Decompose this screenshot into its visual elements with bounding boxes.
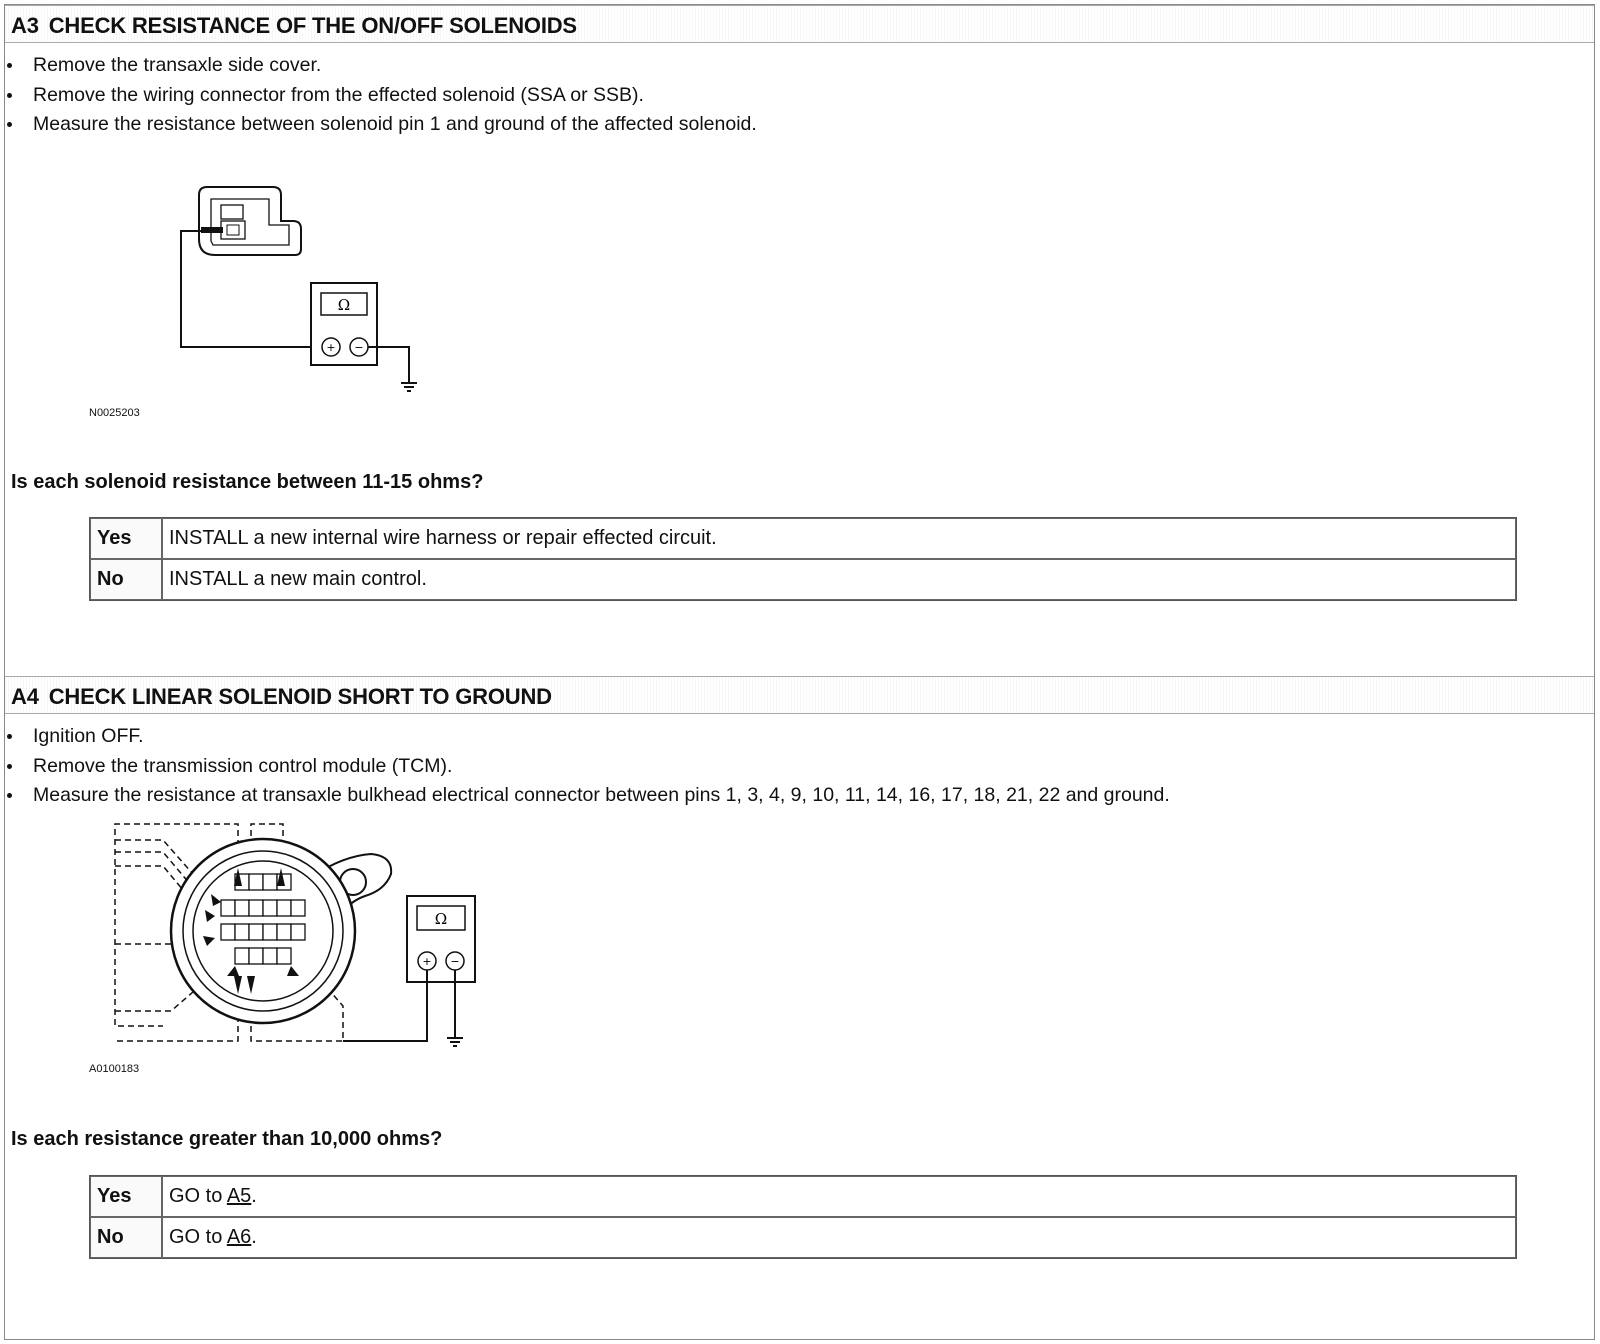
figure-id: N0025203 <box>89 407 140 419</box>
answer-key-yes: Yes <box>90 1176 162 1217</box>
section-a4-header <box>5 676 1594 714</box>
answer-action-yes: INSTALL a new internal wire harness or repair effected circuit. <box>162 518 1516 559</box>
section-a3-question: Is each solenoid resistance between 11-15 ohms? <box>11 471 484 493</box>
bulkhead-connector-figure <box>103 816 493 1056</box>
answer-key-yes: Yes <box>90 518 162 559</box>
section-a4-title-text: CHECK LINEAR SOLENOID SHORT TO GROUND <box>48 684 552 709</box>
answer-prefix: GO to <box>169 1185 227 1207</box>
section-a3-title <box>11 13 577 39</box>
answer-action-yes <box>162 1176 1516 1217</box>
negative-symbol: − <box>354 341 364 354</box>
section-a4-question: Is each resistance greater than 10,000 ohms? <box>11 1128 443 1150</box>
answer-action-no: INSTALL a new main control. <box>162 559 1516 600</box>
test-probe <box>201 227 223 233</box>
connector-inner-outline <box>211 199 289 245</box>
ground-icon <box>447 1038 463 1046</box>
solenoid-resistance-figure <box>165 175 435 405</box>
ohmmeter-symbol: Ω <box>337 296 351 314</box>
ground-icon <box>401 383 417 391</box>
section-a3-steps <box>5 51 757 140</box>
connector-pin-upper <box>221 205 243 219</box>
solenoid-connector-diagram <box>165 175 435 405</box>
section-a3-answer-table <box>89 517 1517 601</box>
step-item: Ignition OFF. <box>5 722 1170 752</box>
section-a4-answer-table <box>89 1175 1517 1259</box>
answer-row-yes <box>90 1176 1516 1217</box>
answer-key-no: No <box>90 1217 162 1258</box>
answer-suffix: . <box>251 1185 257 1207</box>
section-a3-title-text: CHECK RESISTANCE OF THE ON/OFF SOLENOIDS <box>48 13 577 38</box>
section-a4-code: A4 <box>11 684 39 709</box>
step-item: Measure the resistance at transaxle bulkhead electrical connector between pins 1, 3, 4, 9, 10, 11, 14, 16, 17, 18, 21, 22 and ground. <box>5 781 1170 811</box>
step-item: Remove the transaxle side cover. <box>5 51 757 81</box>
procedure-page <box>4 4 1595 1340</box>
answer-row-no <box>90 1217 1516 1258</box>
answer-row-yes <box>90 518 1516 559</box>
section-a3 <box>5 5 1594 676</box>
answer-suffix: . <box>251 1226 257 1248</box>
goto-a5-link[interactable]: A5 <box>226 1185 252 1207</box>
bulkhead-connector-diagram <box>103 816 493 1056</box>
negative-symbol: − <box>450 955 460 968</box>
section-a4-title <box>11 684 552 710</box>
answer-row-no <box>90 559 1516 600</box>
step-item: Remove the wiring connector from the effected solenoid (SSA or SSB). <box>5 81 757 111</box>
section-a3-header <box>5 5 1594 43</box>
answer-prefix: GO to <box>169 1226 227 1248</box>
connector-pin-1 <box>221 221 245 239</box>
connector-pin-1-socket <box>227 225 239 235</box>
step-item: Remove the transmission control module (TCM). <box>5 752 1170 782</box>
step-item: Measure the resistance between solenoid pin 1 and ground of the affected solenoid. <box>5 110 757 140</box>
answer-key-no: No <box>90 559 162 600</box>
answer-action-no <box>162 1217 1516 1258</box>
section-a4 <box>5 676 1594 1341</box>
figure-id: A0100183 <box>89 1063 140 1075</box>
section-a4-steps <box>5 722 1170 811</box>
section-a3-code: A3 <box>11 13 39 38</box>
ohmmeter-symbol: Ω <box>434 910 448 928</box>
positive-symbol: + <box>326 341 336 354</box>
goto-a6-link[interactable]: A6 <box>226 1226 252 1248</box>
positive-symbol: + <box>422 955 432 968</box>
